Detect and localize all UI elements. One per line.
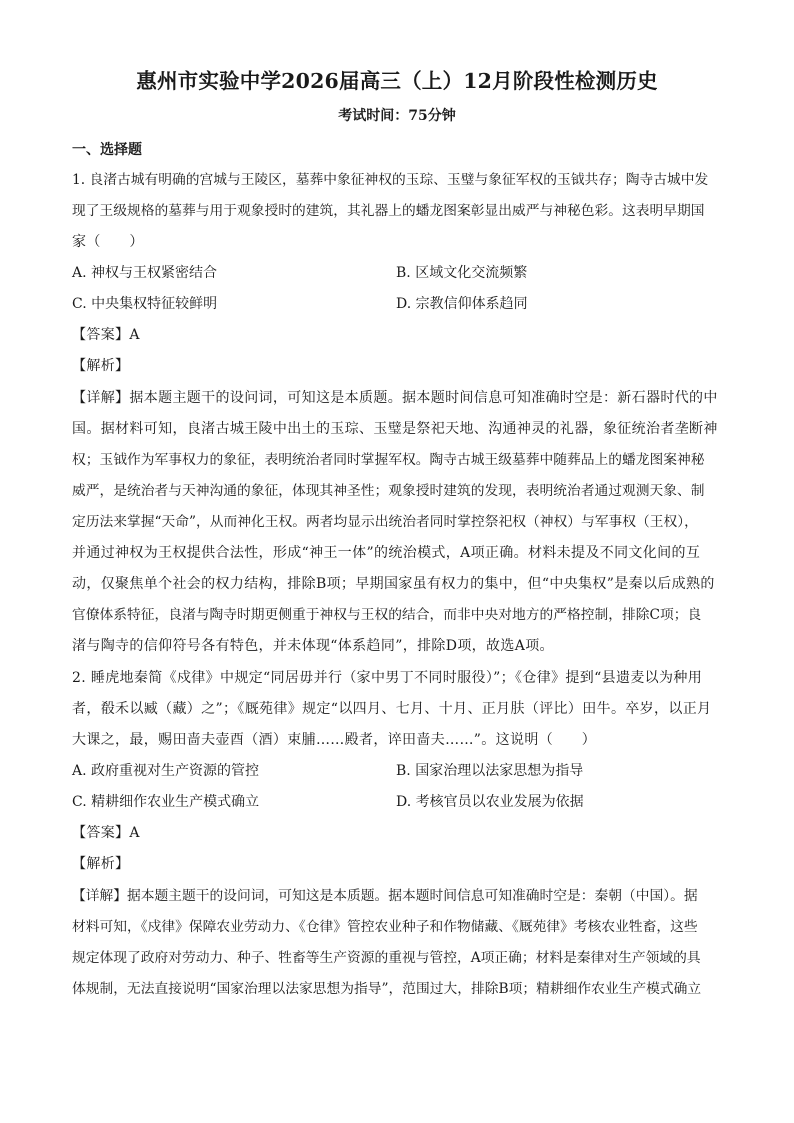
q1-answer: 【答案】A bbox=[72, 327, 140, 343]
q2-option-d: D. 考核官员以农业发展为依据 bbox=[396, 794, 584, 810]
q1-stem-line: 1. 良渚古城有明确的宫城与王陵区，墓葬中象征神权的玉琮、玉璧与象征军权的玉钺共存；陶寺古城中发 bbox=[72, 172, 709, 188]
q2-stem-line: 2. 睡虎地秦简《戍律》中规定“同居毋并行（家中男丁不同时服役）”；《仓律》提到“县遗麦以为种用 bbox=[72, 670, 703, 686]
q2-answer: 【答案】A bbox=[72, 825, 140, 841]
q1-detail-line: 并通过神权为王权提供合法性，形成“神王一体”的统治模式，A项正确。材料未提及不同文化间的互 bbox=[72, 545, 701, 561]
q1-stem-line: 现了王级规格的墓葬与用于观象授时的建筑，其礼器上的蟠龙图案彰显出威严与神秘色彩。这表明早期国 bbox=[72, 203, 705, 219]
q2-option-b: B. 国家治理以法家思想为指导 bbox=[396, 763, 584, 779]
page-title: 惠州市实验中学2026届高三（上）12月阶段性检测历史 bbox=[136, 69, 658, 93]
q1-option-a: A. 神权与王权紧密结合 bbox=[72, 265, 218, 281]
section-heading: 一、选择题 bbox=[72, 142, 142, 158]
q1-detail-line: 【详解】据本题主题干的设问词，可知这是本质题。据本题时间信息可知准确时空是：新石器时代的中 bbox=[72, 390, 718, 406]
q2-detail-line: 【详解】据本题主题干的设问词，可知这是本质题。据本题时间信息可知准确时空是：秦朝（中国）。据 bbox=[72, 888, 698, 904]
q2-stem-line: 大课之，最，赐田啬夫壶酉（酒）束脯……殿者，谇田啬夫……”。这说明（ ） bbox=[72, 732, 597, 748]
q1-detail-line: 权；玉钺作为军事权力的象征，表明统治者同时掌握军权。陶寺古城王级墓葬中随葬品上的蟠龙图案神秘 bbox=[72, 452, 705, 468]
q1-analysis-label: 【解析】 bbox=[72, 358, 130, 374]
q2-detail-line: 体规制，无法直接说明“国家治理以法家思想为指导”，范围过大，排除B项；精耕细作农业生产模式确立 bbox=[72, 981, 702, 997]
q1-detail-line: 威严，是统治者与天神沟通的象征，体现其神圣性；观象授时建筑的发现，表明统治者通过观测天象、制 bbox=[72, 483, 705, 499]
q1-detail-line: 定历法来掌握“天命”，从而神化王权。两者均显示出统治者同时掌控祭祀权（神权）与军事权（王权）， bbox=[72, 514, 698, 530]
q2-detail-line: 材料可知，《戍律》保障农业劳动力、《仓律》管控农业种子和作物储藏、《厩苑律》考核农业牲畜，这些 bbox=[72, 919, 698, 935]
exam-duration: 考试时间：75分钟 bbox=[338, 108, 456, 124]
q1-detail-line: 官僚体系特征，良渚与陶寺时期更侧重于神权与王权的结合，而非中央对地方的严格控制，排除C项；良 bbox=[72, 607, 702, 623]
q2-detail-line: 规定体现了政府对劳动力、种子、牲畜等生产资源的重视与管控，A项正确；材料是秦律对生产领域的具 bbox=[72, 950, 701, 966]
q1-option-c: C. 中央集权特征较鲜明 bbox=[72, 296, 218, 312]
q2-analysis-label: 【解析】 bbox=[72, 856, 130, 872]
q1-option-b: B. 区域文化交流频繁 bbox=[396, 265, 528, 281]
q1-detail-line: 国。据材料可知，良渚古城王陵中出土的玉琮、玉璧是祭祀天地、沟通神灵的礼器，象征统治者垄断神 bbox=[72, 421, 718, 437]
q1-stem-line: 家（ ） bbox=[72, 234, 144, 250]
q1-option-d: D. 宗教信仰体系趋同 bbox=[396, 296, 528, 312]
q1-detail-line: 渚与陶寺的信仰符号各有特色，并未体现“体系趋同”，排除D项，故选A项。 bbox=[72, 638, 554, 654]
q2-option-a: A. 政府重视对生产资源的管控 bbox=[72, 763, 260, 779]
q1-detail-line: 动，仅聚焦单个社会的权力结构，排除B项；早期国家虽有权力的集中，但“中央集权”是秦以后成熟的 bbox=[72, 576, 715, 592]
q2-option-c: C. 精耕细作农业生产模式确立 bbox=[72, 794, 260, 810]
q2-stem-line: 者，殽禾以臧（藏）之”；《厩苑律》规定“以四月、七月、十月、正月肤（评比）田牛。卒岁，以正月 bbox=[72, 701, 712, 717]
